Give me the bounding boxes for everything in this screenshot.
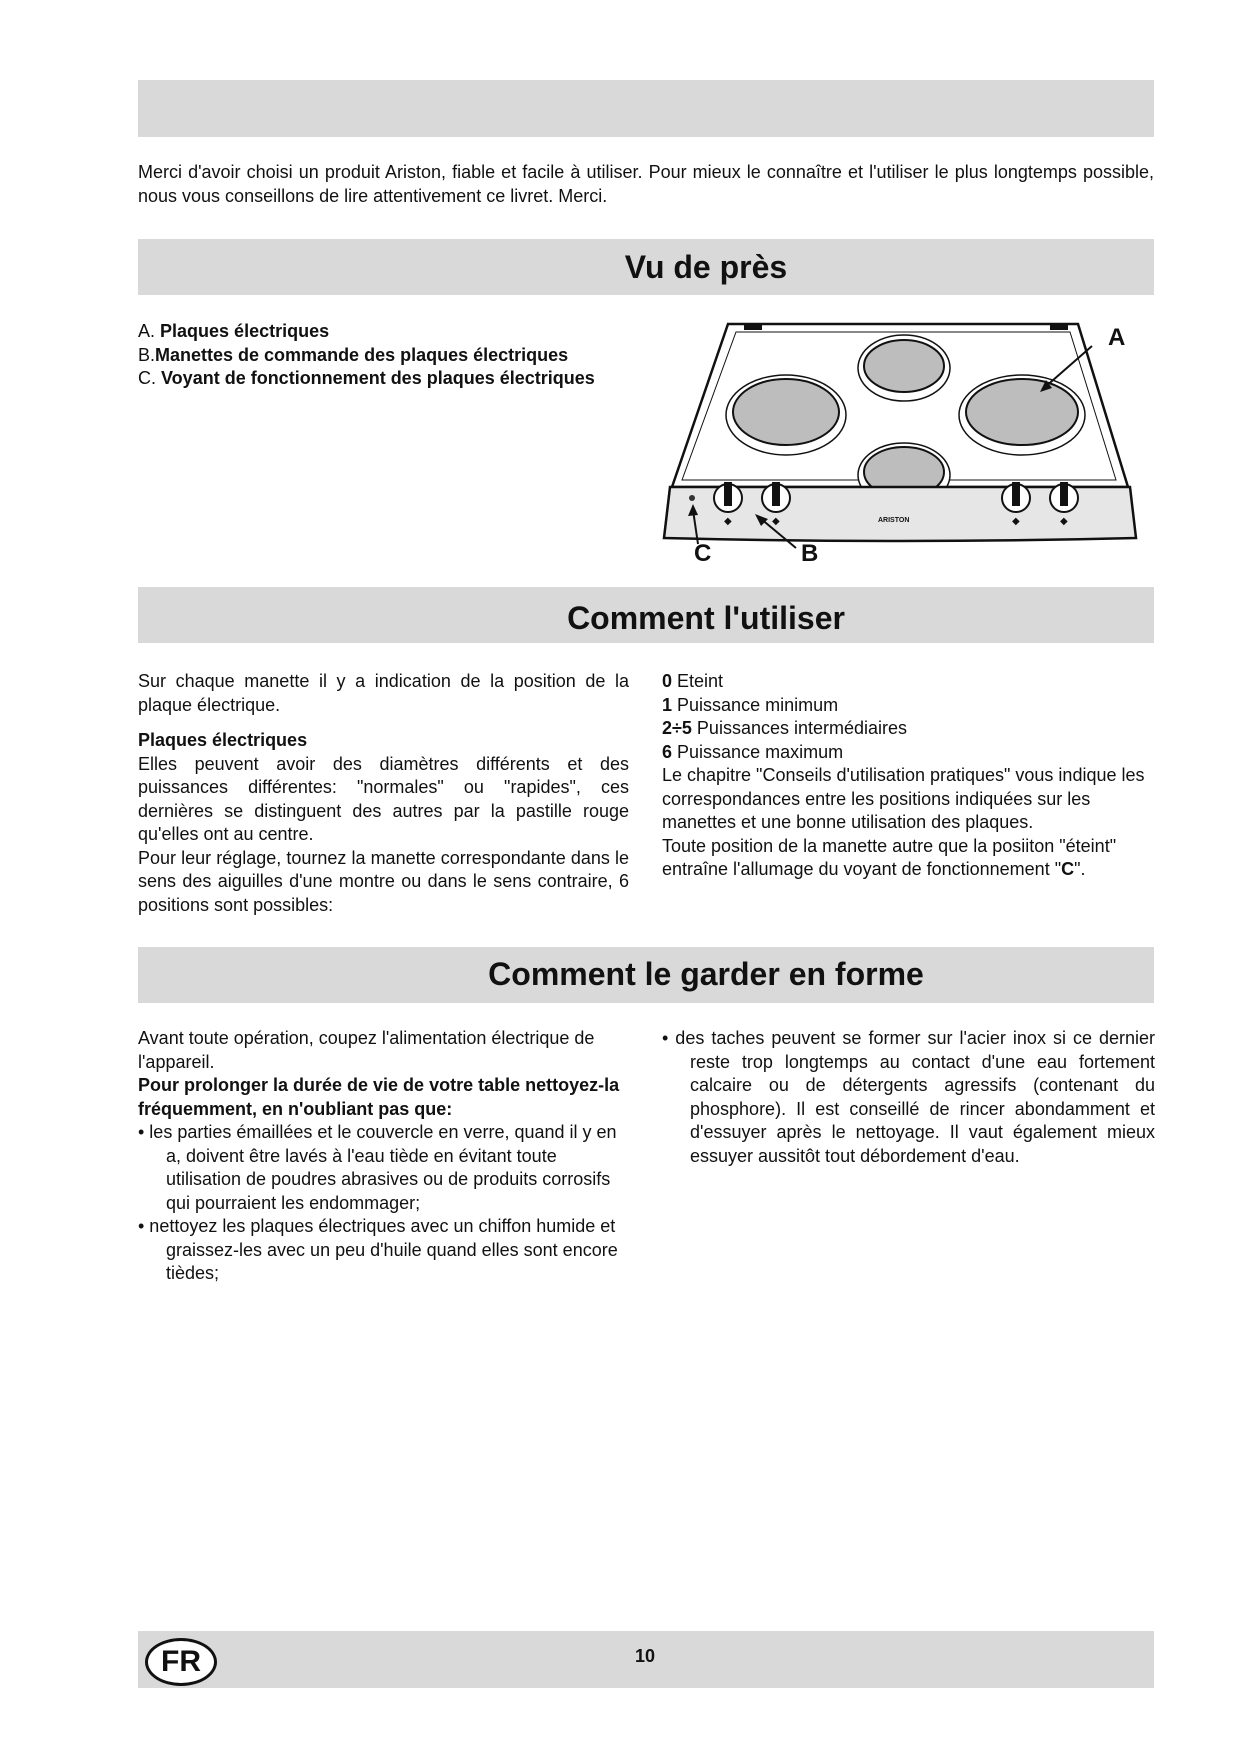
parts-list	[138, 320, 658, 391]
care-right-column	[662, 1027, 1155, 1168]
position-item: 2÷5 Puissances intermédiaires	[662, 718, 908, 738]
usage-right-column	[662, 670, 1155, 882]
bullet-item: • nettoyez les plaques électriques avec un chiffon humide et graissez-les avec un peu d'huile quand elles sont encore tièdes;	[138, 1216, 618, 1283]
position-item: 6 Puissance maximum	[662, 741, 844, 762]
section-comment-utiliser-header	[138, 587, 1154, 643]
svg-text:◆: ◆	[724, 516, 732, 527]
svg-text:◆: ◆	[1012, 516, 1020, 527]
paragraph: Pour leur réglage, tournez la manette correspondante dans le sens des aiguilles d'une montre ou dans le sens contraire, 6 positions sont possibles:	[138, 847, 629, 915]
care-left-column	[138, 1027, 632, 1286]
paragraph: Le chapitre "Conseils d'utilisation pratiques" vous indique les correspondances entre les positions indiquées sur les manettes et une bonne utilisation des plaques.	[662, 765, 1145, 832]
label-c: C	[694, 540, 712, 567]
intro-text: Merci d'avoir choisi un produit Ariston, fiable et facile à utiliser. Pour mieux le connaître et l'utiliser le plus longtemps possible, nous vous conseillons de lire attentivement ce livret. Merci.	[138, 162, 1154, 206]
bullet-item: • les parties émaillées et le couvercle en verre, quand il y en a, doivent être lavés à l'eau tiède en évitant toute utilisation de poudres abrasives ou de produits corrosifs qui pourraient les endommager;	[138, 1122, 617, 1213]
parts-list-item: A. Plaques électriques	[138, 321, 330, 341]
position-item: 1 Puissance minimum	[662, 694, 839, 715]
hotplate-left	[726, 375, 846, 455]
section-title: Vu de près	[624, 249, 788, 285]
bullet-item: • des taches peuvent se former sur l'acier inox si ce dernier reste trop longtemps au contact d'une eau fortement calcaire ou de détergents agressifs (contenant du phosphore). Il est conseillé de rincer abondamment et d'essuyer après le nettoyage. Il vaut également mieux essuyer aussitôt tout débordement d'eau.	[662, 1028, 1155, 1166]
hob-illustration	[660, 312, 1140, 574]
paragraph: Avant toute opération, coupez l'alimentation électrique de l'appareil.	[138, 1028, 595, 1072]
svg-text:◆: ◆	[1060, 516, 1068, 527]
label-a: A	[1108, 324, 1126, 351]
section-entretien-header	[138, 947, 1154, 1003]
indicator-light	[689, 495, 695, 501]
label-b: B	[801, 540, 819, 567]
brand-logo: ARISTON	[878, 517, 910, 524]
paragraph: Elles peuvent avoir des diamètres différents et des puissances différentes: "normales" ou "rapides", ces dernières se distinguent des autres par la pastille rouge qu'elles ont au centre.	[138, 753, 629, 844]
parts-list-item: B.Manettes de commande des plaques électriques	[138, 344, 569, 365]
page-number: 10	[634, 1646, 656, 1666]
section-vu-de-pres-header	[138, 239, 1154, 295]
section-title: Comment l'utiliser	[567, 600, 845, 636]
hotplate-back	[858, 335, 950, 401]
paragraph: Toute position de la manette autre que la posiiton "éteint" entraîne l'allumage du voyant de fonctionnement "C".	[662, 835, 1117, 879]
section-title: Comment le garder en forme	[488, 956, 924, 992]
usage-intro: Sur chaque manette il y a indication de la position de la plaque électrique.	[138, 671, 629, 715]
position-item: 0 Eteint	[662, 671, 724, 691]
subheading: Plaques électriques	[138, 730, 308, 750]
parts-list-item: C. Voyant de fonctionnement des plaques électriques	[138, 368, 595, 388]
header-bar	[138, 80, 1154, 137]
svg-text:◆: ◆	[772, 516, 780, 527]
bold-paragraph: Pour prolonger la durée de vie de votre table nettoyez-la fréquemment, en n'oubliant pas que:	[138, 1075, 620, 1119]
hotplate-right	[959, 375, 1085, 455]
language-badge	[145, 1638, 217, 1686]
language-code: FR	[161, 1645, 201, 1678]
usage-left-column	[138, 670, 629, 917]
